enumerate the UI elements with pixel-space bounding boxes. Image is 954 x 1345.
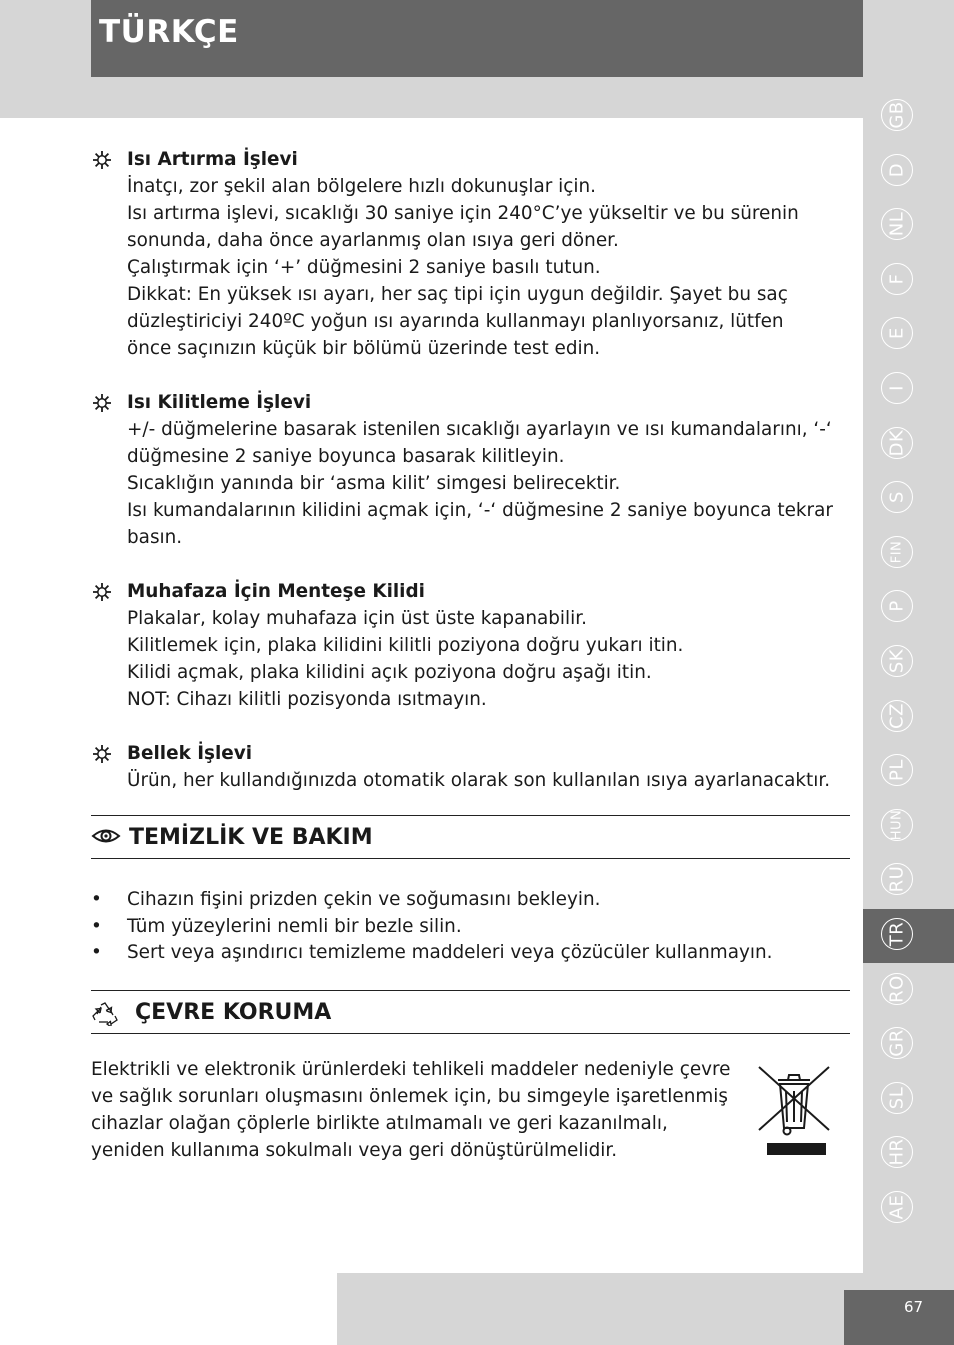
environment-text-line: ve sağlık sorunları oluşmasını önlemek için, bu simgeyle işaretlenmiş (91, 1086, 728, 1107)
language-tab-fin[interactable] (863, 527, 954, 581)
language-tab-d[interactable] (863, 145, 954, 199)
sun-icon (91, 389, 113, 416)
language-tab-label: SL (886, 1086, 908, 1110)
feature-title: Muhafaza İçin Menteşe Kilidi (127, 581, 425, 602)
language-tab-tr[interactable] (863, 909, 954, 963)
language-tab-gr[interactable] (863, 1018, 954, 1072)
language-tab-label: HUN (889, 809, 905, 841)
list-item: • Sert veya aşındırıcı temizleme maddeleri veya çözücüler kullanmayın. (91, 942, 773, 963)
cleaning-section-header (91, 815, 850, 859)
language-tab-sk[interactable] (863, 636, 954, 690)
sun-icon (91, 740, 113, 767)
language-tab-label: RU (886, 866, 908, 893)
recycle-icon (91, 1002, 119, 1032)
language-tab-label: F (886, 273, 908, 285)
language-tab-ae[interactable] (863, 1182, 954, 1236)
feature-memory (91, 740, 851, 794)
feature-text-line: basın. (127, 527, 183, 548)
list-item: • Tüm yüzeylerini nemli bir bezle silin. (91, 915, 462, 937)
feature-text-line: Isı artırma işlevi, sıcaklığı 30 saniye için 240°C’ye yükseltir ve bu sürenin (127, 203, 799, 224)
feature-text-line: Plakalar, kolay muhafaza için üst üste kapanabilir. (127, 608, 587, 629)
language-tab-label: DK (886, 429, 908, 456)
feature-text-line: Kilidi açmak, plaka kilidini açık poziyona doğru aşağı itin. (127, 662, 652, 683)
language-tab-pl[interactable] (863, 745, 954, 799)
title-bar (91, 0, 863, 77)
language-tab-cz[interactable] (863, 691, 954, 745)
language-tab-gb[interactable] (863, 90, 954, 144)
feature-hinge-lock (91, 578, 851, 713)
page-title: TÜRKÇE (99, 14, 239, 50)
language-tab-label: HR (886, 1138, 908, 1166)
eye-icon (91, 826, 121, 852)
language-tab-label: NL (886, 211, 908, 237)
language-tab-p[interactable] (863, 581, 954, 635)
feature-text-line: sonunda, daha önce ayarlanmış olan ısıya geri döner. (127, 230, 619, 251)
language-tab-hr[interactable] (863, 1127, 954, 1181)
environment-text (91, 1056, 756, 1164)
feature-text-line: Dikkat: En yüksek ısı ayarı, her saç tipi için uygun değildir. Şayet bu saç (127, 284, 788, 305)
feature-text-line: Isı kumandalarının kilidini açmak için, ‘-‘ düğmesine 2 saniye boyunca tekrar (127, 500, 833, 521)
sun-icon (91, 578, 113, 605)
feature-text-line: düğmesine 2 saniye boyunca basarak kilitleyin. (127, 446, 565, 467)
language-tab-i[interactable] (863, 363, 954, 417)
list-item: • Cihazın fişini prizden çekin ve soğumasını bekleyin. (91, 889, 601, 910)
feature-text-line: düzleştiriciyi 240ºC yoğun ısı ayarında kullanmayı planlıyorsanız, lütfen (127, 311, 784, 332)
language-tab-label: PL (886, 759, 908, 782)
language-tab-hun[interactable] (863, 800, 954, 854)
language-tab-label: D (886, 162, 908, 177)
features-list (91, 146, 851, 821)
language-tab-label: RO (886, 974, 908, 1003)
feature-text-line: İnatçı, zor şekil alan bölgelere hızlı dokunuşlar için. (127, 176, 596, 197)
language-tab-label: FIN (889, 540, 905, 564)
language-tab-label: P (886, 600, 908, 613)
feature-text-line: Ürün, her kullandığınızda otomatik olarak son kullanılan ısıya ayarlanacaktır. (127, 770, 831, 791)
feature-text-line: önce saçınızın küçük bir bölümü üzerinde test edin. (127, 338, 601, 359)
cleaning-section-title: TEMİZLİK VE BAKIM (129, 825, 373, 850)
language-tab-label: I (886, 385, 908, 391)
feature-heat-boost (91, 146, 851, 362)
language-tab-label: GR (886, 1029, 908, 1057)
feature-title: Isı Artırma İşlevi (127, 149, 298, 170)
environment-section-header (91, 990, 850, 1034)
language-tab-nl[interactable] (863, 199, 954, 253)
sun-icon (91, 146, 113, 173)
feature-text-line: +/- düğmelerine basarak istenilen sıcaklığı ayarlayın ve ısı kumandalarını, ‘-‘ (127, 419, 832, 440)
language-tab-label: CZ (886, 702, 908, 729)
environment-text-line: cihazlar olağan çöplerle birlikte atılmamalı ve geri kazanılmalı, (91, 1113, 668, 1134)
environment-section-title: ÇEVRE KORUMA (135, 1000, 332, 1025)
feature-text-line: Kilitlemek için, plaka kilidini kilitli poziyona doğru yukarı itin. (127, 635, 684, 656)
crossed-bin-icon (756, 1064, 832, 1162)
feature-text-line: Sıcaklığın yanında bir ‘asma kilit’ simgesi belirecektir. (127, 473, 621, 494)
feature-heat-lock (91, 389, 851, 551)
language-tab-ru[interactable] (863, 854, 954, 908)
language-tab-dk[interactable] (863, 418, 954, 472)
feature-text-line: NOT: Cihazı kilitli pozisyonda ısıtmayın. (127, 689, 487, 710)
language-tab-label: TR (886, 921, 908, 947)
feature-title: Isı Kilitleme İşlevi (127, 392, 312, 413)
language-tab-e[interactable] (863, 308, 954, 362)
feature-title: Bellek İşlevi (127, 743, 253, 764)
environment-text-line: yeniden kullanıma sokulmalı veya geri dönüştürülmelidir. (91, 1140, 618, 1161)
language-tab-label: E (886, 327, 908, 340)
page-number: 67 (904, 1298, 924, 1316)
language-tab-f[interactable] (863, 254, 954, 308)
language-tab-label: GB (886, 101, 908, 129)
feature-text-line: Çalıştırmak için ‘+’ düğmesini 2 saniye basılı tutun. (127, 257, 601, 278)
page-content-area-bottom (0, 1272, 337, 1345)
language-tab-ro[interactable] (863, 964, 954, 1018)
language-tab-s[interactable] (863, 472, 954, 526)
environment-text-line: Elektrikli ve elektronik ürünlerdeki tehlikeli maddeler nedeniyle çevre (91, 1059, 731, 1080)
language-tab-label: SK (886, 648, 908, 674)
cleaning-list (91, 887, 851, 967)
page-number-box (844, 1290, 954, 1345)
language-tab-label: S (886, 491, 908, 504)
language-tab-label: AE (886, 1194, 908, 1220)
language-tab-sl[interactable] (863, 1073, 954, 1127)
